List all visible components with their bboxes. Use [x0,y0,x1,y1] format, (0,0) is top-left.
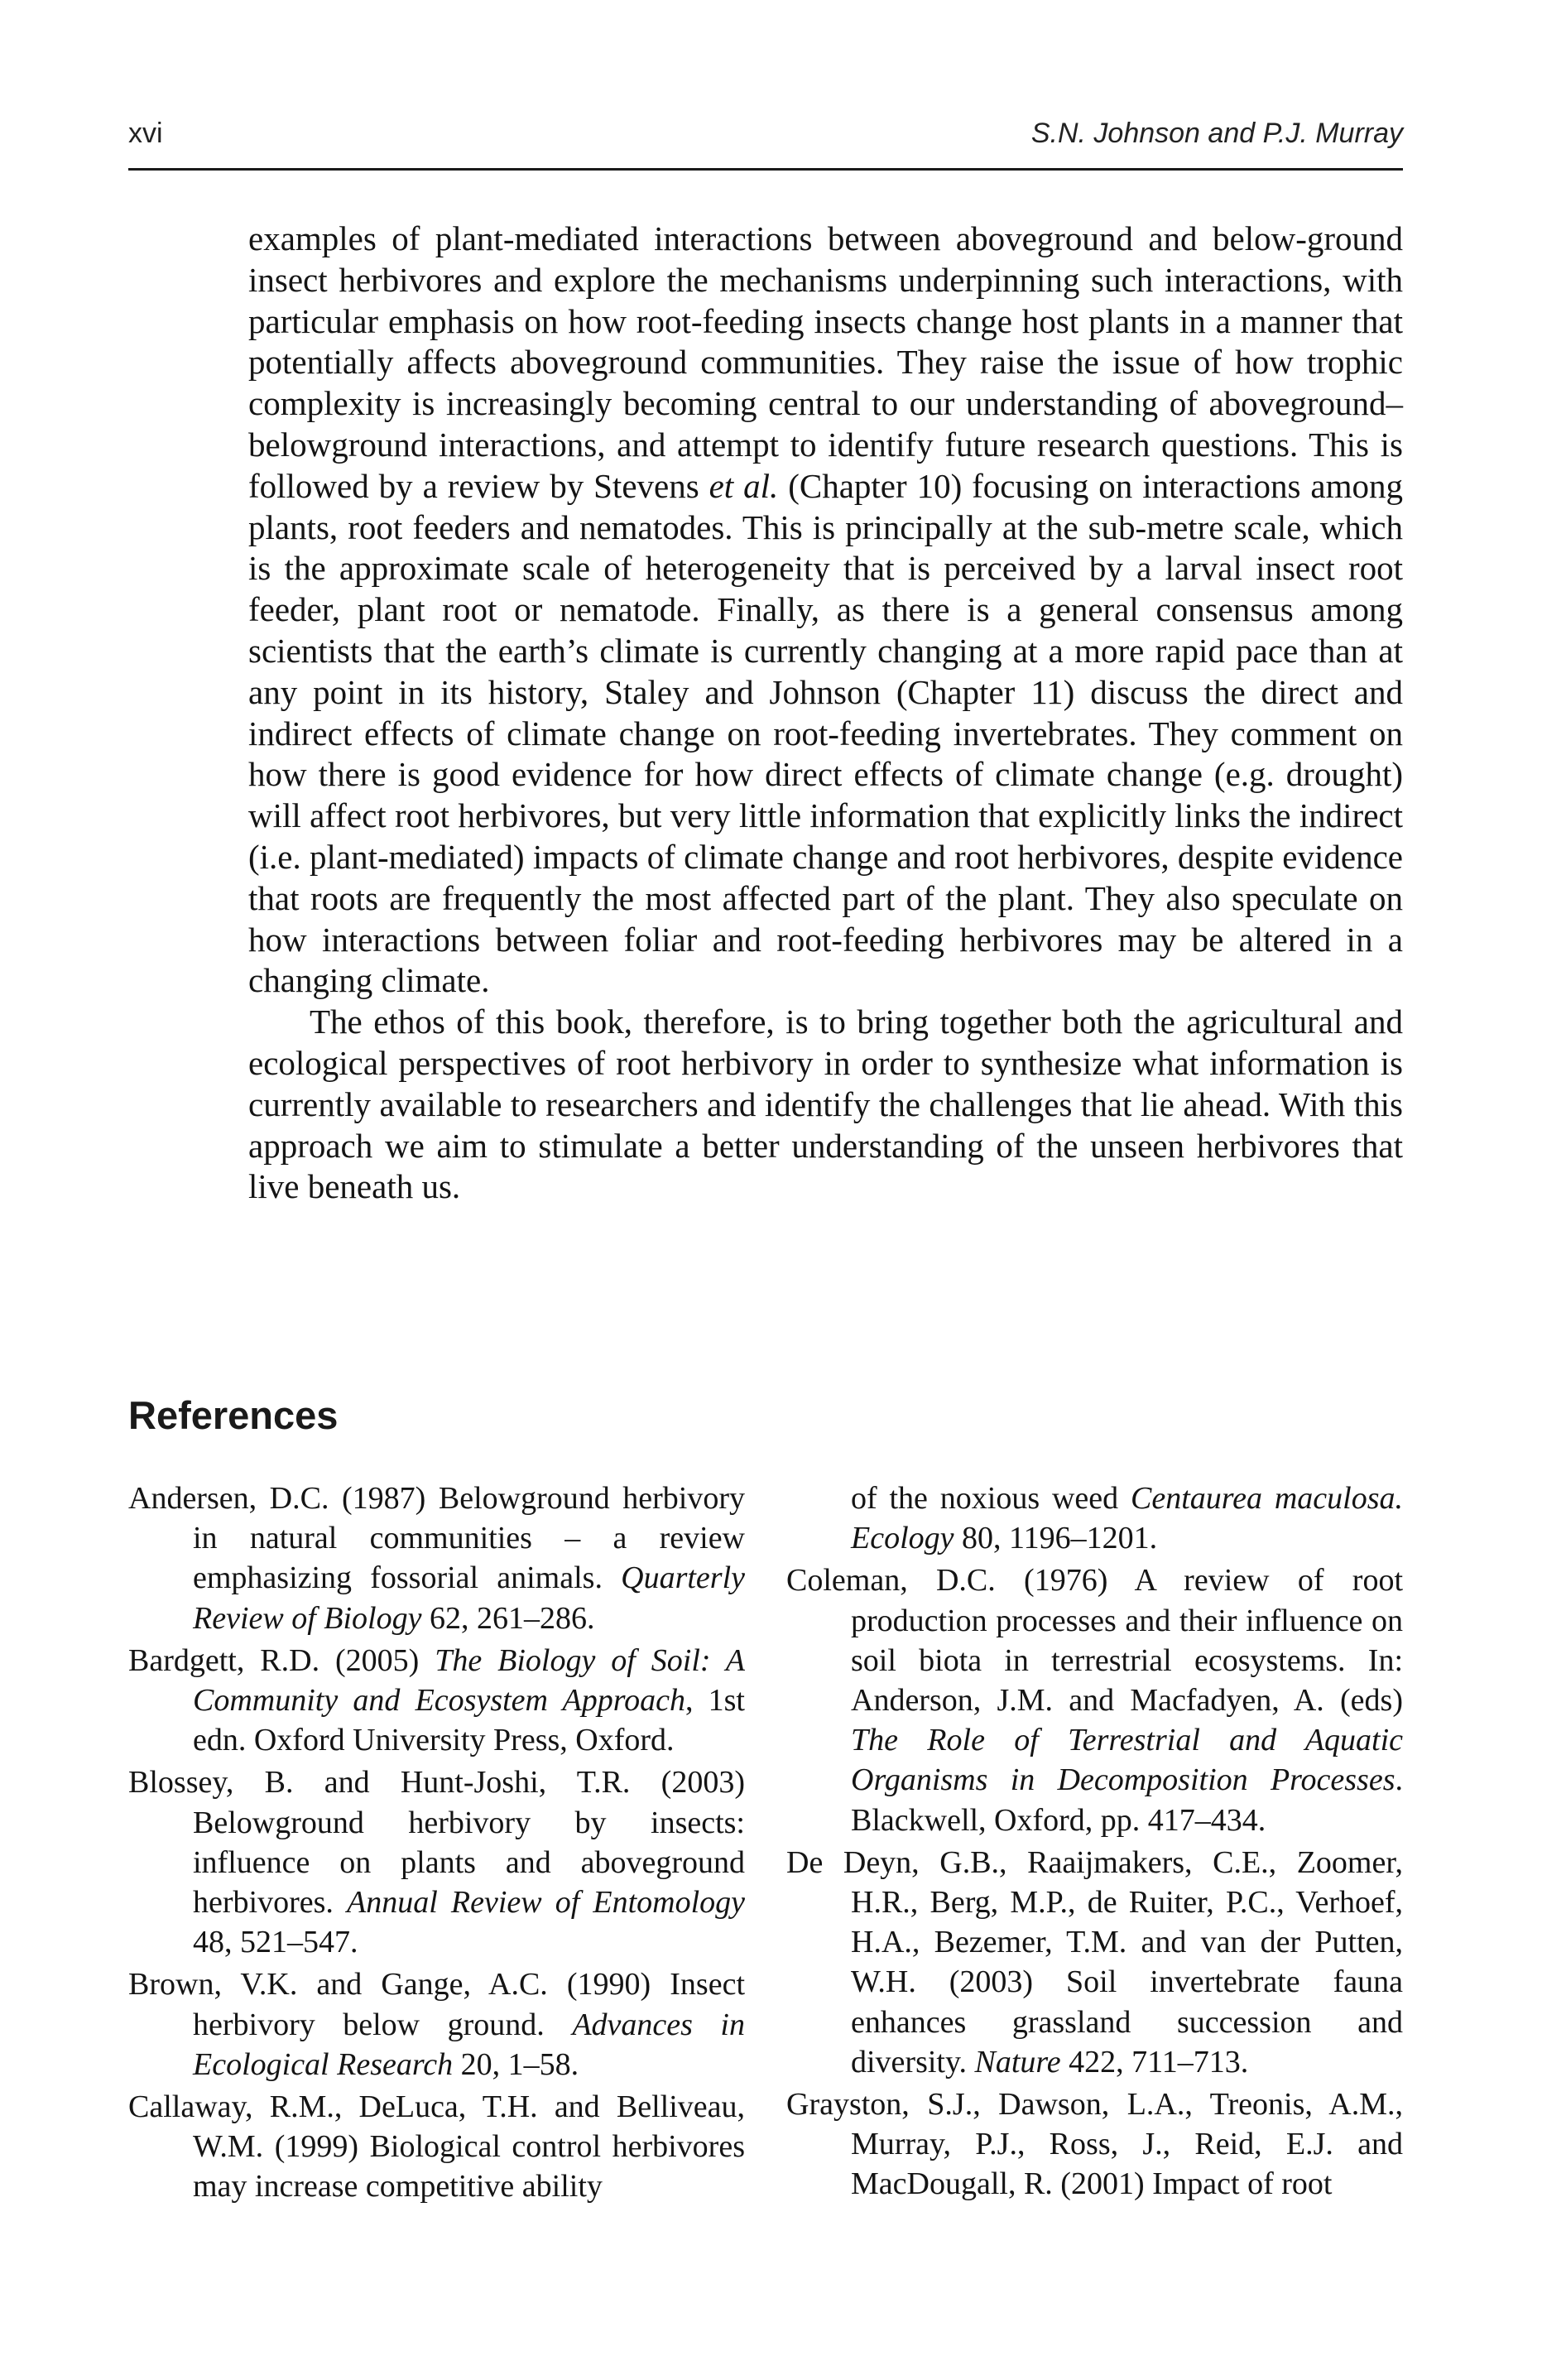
running-head: S.N. Johnson and P.J. Murray [1030,118,1403,149]
paragraph-1-part-1: examples of plant-mediated interactions between aboveground and below-ground insect herbivores and explore the mechanisms underpinning such interactions, with particular emphasis on how root-feeding insects change host plants in a manner that potentially affects aboveground communities. They raise the issue of how trophic complexity is increasingly becoming central to our understanding of aboveground–belowground interactions, and attempt to identify future research questions. This is followed by a review by Stevens [248,219,1403,505]
reference-item: Andersen, D.C. (1987) Belowground herbivory in natural communities – a review emphasizing fossorial animals. Quarterly Review of Biology 62, 261–286. [128,1481,745,1636]
reference-item: Bardgett, R.D. (2005) The Biology of Soil: A Community and Ecosystem Approach, 1st edn. Oxford University Press, Oxford. [128,1642,745,1758]
references-heading: References [128,1393,339,1437]
reference-item: Brown, V.K. and Gange, A.C. (1990) Insect herbivory below ground. Advances in Ecological Research 20, 1–58. [128,1967,745,2082]
reference-item: Blossey, B. and Hunt-Joshi, T.R. (2003) Belowground herbivory by insects: influence on plants and aboveground herbivores. Annual Review of Entomology 48, 521–547. [128,1765,745,1960]
paragraph-1 [248,219,1403,1002]
reference-item: Coleman, D.C. (1976) A review of root production processes and their influence on soil biota in terrestrial ecosystems. In: Anderson, J.M. and Macfadyen, A. (eds) The Role of Terrestrial and Aquatic Organisms in Decomposition Processes. Blackwell, Oxford, pp. 417–434. [786,1563,1403,1838]
header-rule [128,168,1403,171]
references-left-column [128,1478,745,2209]
reference-item: Callaway, R.M., DeLuca, T.H. and Belliveau, W.M. (1999) Biological control herbivores may increase competitive ability [128,2089,745,2205]
reference-item: Grayston, S.J., Dawson, L.A., Treonis, A.M., Murray, P.J., Ross, J., Reid, E.J. and MacDougall, R. (2001) Impact of root [786,2087,1403,2202]
page-number: xvi [128,118,163,149]
paragraph-1-part-2: (Chapter 10) focusing on interactions among plants, root feeders and nematodes. This is principally at the sub-metre scale, which is the approximate scale of heterogeneity that is perceived by a larval insect root feeder, plant root or nematode. Finally, as there is a general consensus among scientists that the earth’s climate is currently changing at a more rapid pace than at any point in its history, Staley and Johnson (Chapter 11) discuss the direct and indirect effects of climate change on root-feeding invertebrates. They comment on how there is good evidence for how direct effects of climate change (e.g. drought) will affect root herbivores, but very little information that explicitly links the indirect (i.e. plant-mediated) impacts of climate change and root herbivores, despite evidence that roots are frequently the most affected part of the plant. They also speculate on how interactions between foliar and root-feeding herbivores may be altered in a changing climate. [248,466,1403,1000]
references-right-column [786,1478,1403,2207]
page-header [128,118,1403,167]
paragraph-1-italic: et al. [709,466,779,505]
reference-item: De Deyn, G.B., Raaijmakers, C.E., Zoomer, H.R., Berg, M.P., de Ruiter, P.C., Verhoef, H.A., Bezemer, T.M. and van der Putten, W.H. (2003) Soil invertebrate fauna enhances grassland succession and diversity. Nature 422, 711–713. [786,1844,1403,2079]
reference-continuation: of the noxious weed Centaurea maculosa. Ecology 80, 1196–1201. [851,1481,1403,1556]
paragraph-2: The ethos of this book, therefore, is to bring together both the agricultural and ecological perspectives of root herbivory in order to synthesize what information is currently available to researchers and identify the challenges that lie ahead. With this approach we aim to stimulate a better understanding of the unseen herbivores that live beneath us. [248,1002,1403,1206]
body-text [248,219,1403,1208]
